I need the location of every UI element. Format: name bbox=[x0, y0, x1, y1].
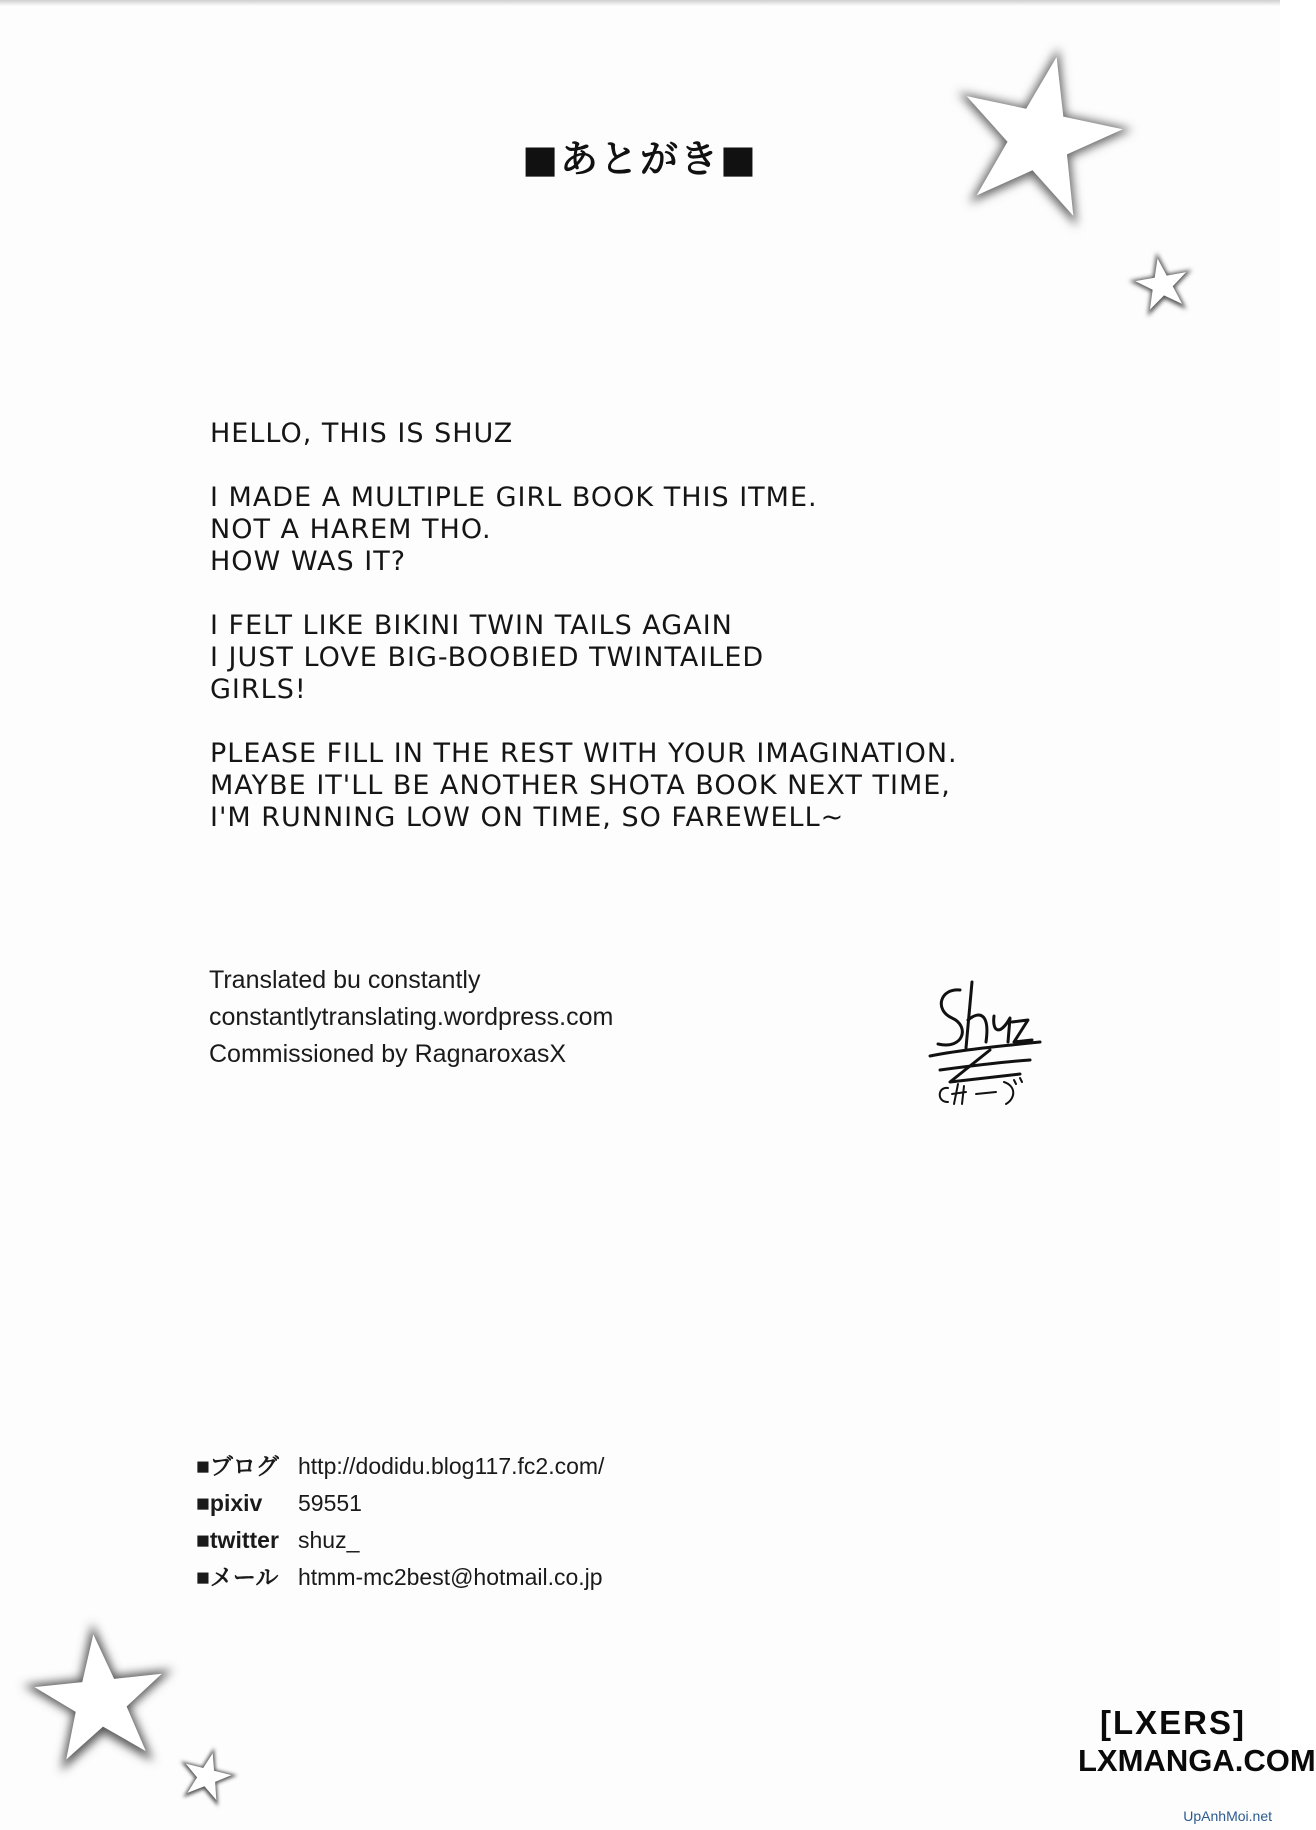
scan-edge bbox=[0, 0, 1280, 6]
twitter-label: ■twitter bbox=[196, 1527, 279, 1553]
afterword-paragraph bbox=[210, 482, 1010, 578]
link-row-mail bbox=[196, 1559, 604, 1596]
afterword-line: PLEASE FILL IN THE REST WITH YOUR IMAGINATION. bbox=[210, 738, 958, 769]
blog-url[interactable]: http://dodidu.blog117.fc2.com/ bbox=[298, 1453, 605, 1479]
star-icon bbox=[176, 1745, 238, 1807]
afterword-line: GIRLS! bbox=[210, 674, 307, 705]
afterword-line: I FELT LIKE BIKINI TWIN TAILS AGAIN bbox=[210, 610, 733, 641]
mail-label: ■メール bbox=[196, 1564, 279, 1590]
pixiv-label: ■pixiv bbox=[196, 1490, 263, 1516]
link-row-pixiv bbox=[196, 1485, 604, 1522]
scanlation-badge bbox=[1078, 1704, 1316, 1780]
afterword-text bbox=[210, 418, 1010, 866]
afterword-line: MAYBE IT'LL BE ANOTHER SHOTA BOOK NEXT TIME, bbox=[210, 770, 951, 801]
badge-site-name: LXMANGA.COM bbox=[1078, 1743, 1316, 1778]
afterword-paragraph bbox=[210, 738, 1010, 834]
link-row-twitter bbox=[196, 1522, 604, 1559]
afterword-line: I JUST LOVE BIG-BOOBIED TWINTAILED bbox=[210, 642, 765, 673]
translator-credit: Translated bu constantly bbox=[209, 966, 481, 994]
afterword-line: I MADE A MULTIPLE GIRL BOOK THIS ITME. bbox=[210, 482, 818, 513]
author-signature bbox=[920, 970, 1050, 1110]
pixiv-id: 59551 bbox=[298, 1490, 362, 1516]
afterword-line: I'M RUNNING LOW ON TIME, SO FAREWELL~ bbox=[210, 802, 845, 833]
translation-credits bbox=[209, 962, 613, 1073]
watermark: UpAnhMoi.net bbox=[1183, 1808, 1272, 1824]
badge-group-name: [LXERS] bbox=[1100, 1704, 1246, 1741]
afterword-paragraph bbox=[210, 418, 1010, 450]
star-icon bbox=[1128, 250, 1196, 318]
afterword-paragraph bbox=[210, 610, 1010, 706]
author-links bbox=[196, 1448, 604, 1596]
star-icon bbox=[20, 1618, 180, 1778]
page-title: ■あとがき■ bbox=[522, 136, 758, 181]
twitter-handle: shuz_ bbox=[298, 1527, 360, 1553]
afterword-line: HOW WAS IT? bbox=[210, 546, 407, 577]
afterword-line: NOT A HAREM THO. bbox=[210, 514, 492, 545]
star-icon bbox=[945, 40, 1135, 230]
commission-credit: Commissioned by RagnaroxasX bbox=[209, 1040, 567, 1068]
mail-address[interactable]: htmm-mc2best@hotmail.co.jp bbox=[298, 1564, 603, 1590]
link-row-blog bbox=[196, 1448, 604, 1485]
blog-label: ■ブログ bbox=[196, 1453, 279, 1479]
afterword-line: HELLO, THIS IS SHUZ bbox=[210, 418, 514, 449]
translator-site: constantlytranslating.wordpress.com bbox=[209, 1003, 614, 1031]
